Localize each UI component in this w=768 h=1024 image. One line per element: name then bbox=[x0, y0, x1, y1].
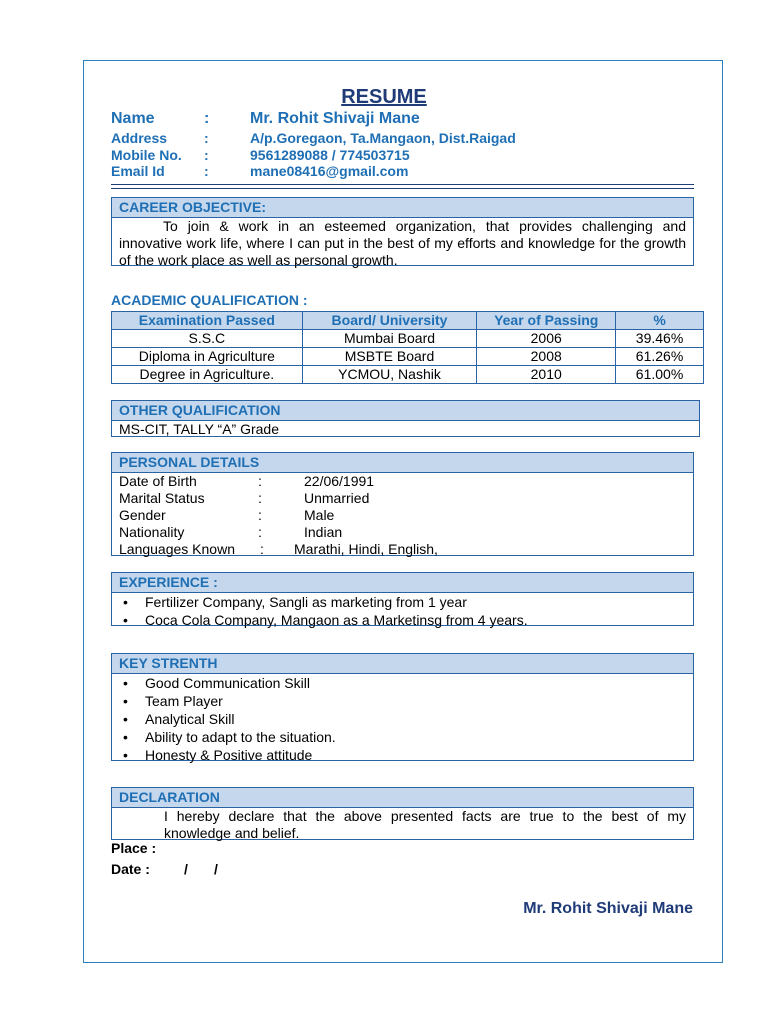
personal-details-heading: PERSONAL DETAILS bbox=[112, 453, 693, 473]
detail-row bbox=[119, 524, 686, 541]
declaration-heading: DECLARATION bbox=[112, 788, 693, 808]
list-item-text: Honesty & Positive attitude bbox=[145, 747, 313, 763]
list-item-text: Fertilizer Company, Sangli as marketing from 1 year bbox=[145, 594, 467, 610]
table-row bbox=[112, 366, 704, 384]
detail-row bbox=[119, 541, 686, 558]
email-value: mane08416@gmail.com bbox=[250, 163, 409, 179]
list-item bbox=[119, 746, 686, 764]
resume-title: RESUME bbox=[341, 86, 427, 108]
career-objective-heading: CAREER OBJECTIVE: bbox=[112, 198, 693, 218]
detail-value: Unmarried bbox=[304, 490, 370, 506]
place-label: Place : bbox=[111, 840, 157, 856]
email-row bbox=[111, 163, 694, 180]
address-value: A/p.Goregaon, Ta.Mangaon, Dist.Raigad bbox=[250, 130, 516, 146]
list-item bbox=[119, 593, 686, 611]
bullet-icon: • bbox=[123, 747, 128, 763]
list-item bbox=[119, 710, 686, 728]
personal-details-section bbox=[111, 452, 694, 556]
detail-row bbox=[119, 490, 686, 507]
name-value: Mr. Rohit Shivaji Mane bbox=[250, 110, 420, 127]
list-item-text: Ability to adapt to the situation. bbox=[145, 729, 336, 745]
mobile-label: Mobile No. bbox=[111, 147, 182, 163]
bullet-icon: • bbox=[123, 729, 128, 745]
table-cell: Mumbai Board bbox=[302, 330, 477, 348]
academic-heading: ACADEMIC QUALIFICATION : bbox=[111, 292, 308, 308]
detail-key: Date of Birth bbox=[119, 473, 197, 489]
mobile-row bbox=[111, 147, 694, 164]
address-row bbox=[111, 130, 694, 147]
table-cell: S.S.C bbox=[112, 330, 303, 348]
list-item-text: Good Communication Skill bbox=[145, 675, 310, 691]
academic-header-row bbox=[112, 312, 704, 330]
list-item-text: Coca Cola Company, Mangaon as a Marketinsg from 4 years. bbox=[145, 612, 528, 628]
bullet-icon: • bbox=[123, 693, 128, 709]
address-colon: : bbox=[204, 130, 209, 146]
detail-key: Gender bbox=[119, 507, 166, 523]
personal-details-body bbox=[112, 473, 693, 558]
address-label: Address bbox=[111, 130, 168, 146]
signature-name: Mr. Rohit Shivaji Mane bbox=[523, 900, 693, 917]
detail-row bbox=[119, 507, 686, 524]
column-header: Year of Passing bbox=[477, 312, 616, 330]
detail-colon: : bbox=[258, 490, 262, 506]
bullet-icon: • bbox=[123, 675, 128, 691]
detail-value: 22/06/1991 bbox=[304, 473, 375, 489]
detail-key: Nationality bbox=[119, 524, 185, 540]
table-cell: YCMOU, Nashik bbox=[302, 366, 477, 384]
list-item bbox=[119, 611, 686, 629]
table-row bbox=[112, 348, 704, 366]
list-item-text: Analytical Skill bbox=[145, 711, 235, 727]
other-qualification-text: MS-CIT, TALLY “A” Grade bbox=[119, 421, 280, 437]
mobile-colon: : bbox=[204, 147, 209, 163]
detail-colon: : bbox=[258, 507, 262, 523]
table-cell: 61.26% bbox=[616, 348, 704, 366]
table-cell: 61.00% bbox=[616, 366, 704, 384]
detail-key: Languages Known bbox=[119, 541, 235, 557]
table-cell: MSBTE Board bbox=[302, 348, 477, 366]
detail-colon: : bbox=[260, 541, 264, 557]
name-label: Name bbox=[111, 110, 155, 127]
key-strength-list bbox=[112, 674, 693, 764]
table-row bbox=[112, 330, 704, 348]
academic-table bbox=[111, 311, 704, 384]
key-strength-section bbox=[111, 653, 694, 761]
mobile-value: 9561289088 / 774503715 bbox=[250, 147, 410, 163]
detail-value: Indian bbox=[304, 524, 343, 540]
table-cell: 2010 bbox=[477, 366, 616, 384]
list-item bbox=[119, 692, 686, 710]
declaration-section bbox=[111, 787, 694, 840]
experience-list bbox=[112, 593, 693, 629]
date-label: Date : bbox=[111, 861, 150, 877]
date-slash-1: / bbox=[184, 861, 188, 877]
name-colon: : bbox=[204, 110, 210, 127]
column-header: Examination Passed bbox=[112, 312, 303, 330]
other-qualification-heading: OTHER QUALIFICATION bbox=[112, 401, 699, 421]
detail-row bbox=[119, 473, 686, 490]
career-objective-section bbox=[111, 197, 694, 266]
bullet-icon: • bbox=[123, 711, 128, 727]
list-item-text: Team Player bbox=[145, 693, 223, 709]
email-colon: : bbox=[204, 163, 209, 179]
header-rule-1 bbox=[111, 184, 694, 185]
header-rule-2 bbox=[111, 188, 694, 189]
table-cell: Diploma in Agriculture bbox=[112, 348, 303, 366]
declaration-text: I hereby declare that the above presented facts are true to the best of my knowledge and belief. bbox=[164, 808, 686, 841]
experience-heading: EXPERIENCE : bbox=[112, 573, 693, 593]
table-cell: 2006 bbox=[477, 330, 616, 348]
date-slash-2: / bbox=[214, 861, 218, 877]
detail-colon: : bbox=[258, 524, 262, 540]
column-header: % bbox=[616, 312, 704, 330]
bullet-icon: • bbox=[123, 612, 128, 628]
table-cell: 39.46% bbox=[616, 330, 704, 348]
list-item bbox=[119, 674, 686, 692]
list-item bbox=[119, 728, 686, 746]
detail-key: Marital Status bbox=[119, 490, 205, 506]
other-qualification-section bbox=[111, 400, 700, 437]
table-cell: 2008 bbox=[477, 348, 616, 366]
name-row bbox=[111, 110, 694, 130]
experience-section bbox=[111, 572, 694, 626]
detail-value: Male bbox=[304, 507, 335, 523]
detail-colon: : bbox=[258, 473, 262, 489]
detail-value: Marathi, Hindi, English, bbox=[294, 541, 438, 557]
bullet-icon: • bbox=[123, 594, 128, 610]
table-cell: Degree in Agriculture. bbox=[112, 366, 303, 384]
email-label: Email Id bbox=[111, 163, 165, 179]
key-strength-heading: KEY STRENTH bbox=[112, 654, 693, 674]
career-objective-text: To join & work in an esteemed organization, that provides challenging and innovative work life, where I can put in the best of my efforts and knowledge for the growth of the work place as well as personal growth. bbox=[119, 218, 686, 268]
column-header: Board/ University bbox=[302, 312, 477, 330]
